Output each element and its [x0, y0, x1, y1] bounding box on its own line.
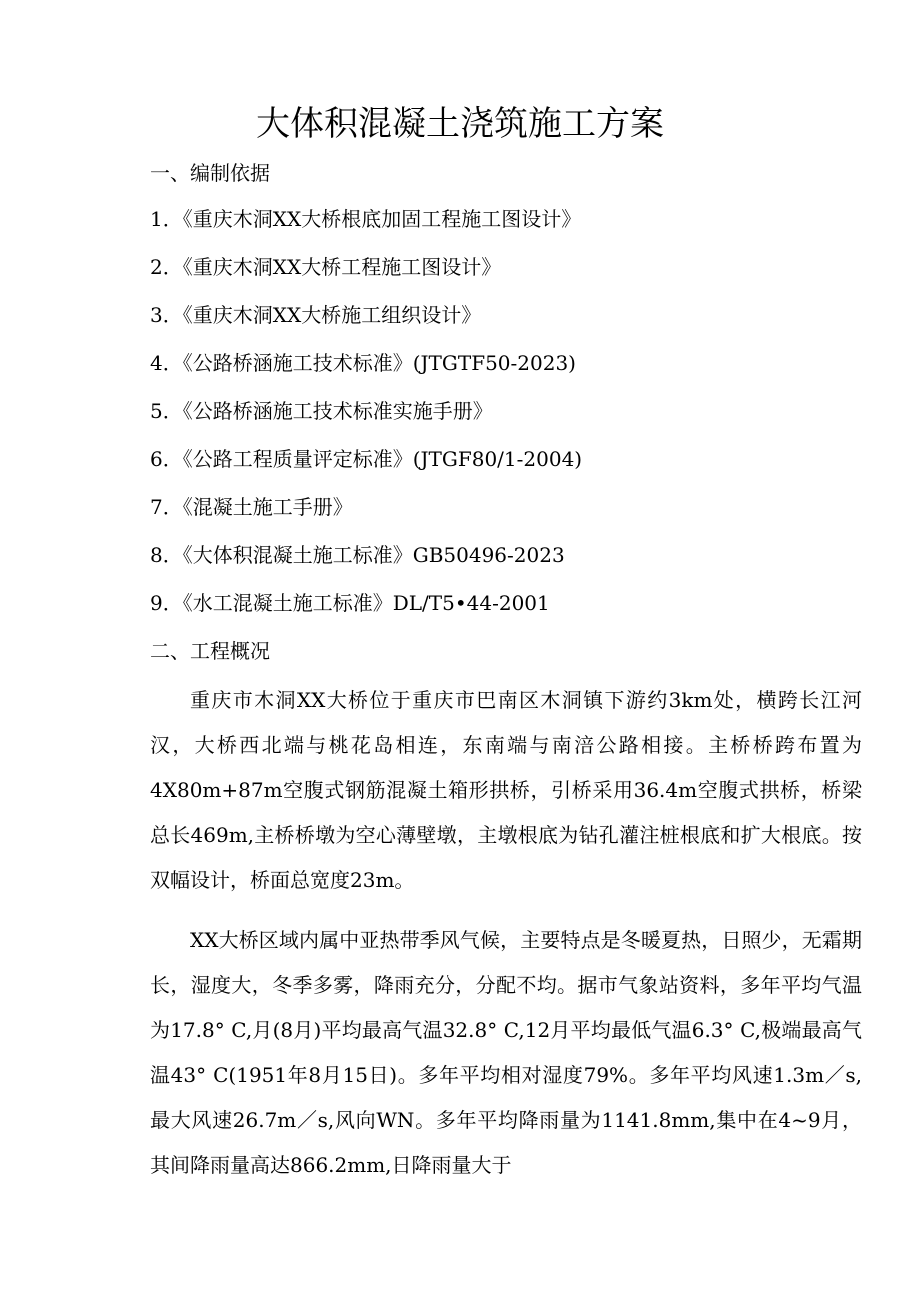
- reference-item-5: 5．《公路桥涵施工技术标准实施手册》: [150, 399, 493, 423]
- overview-paragraph-2: XX大桥区域内属中亚热带季风气候，主要特点是冬暖夏热，日照少，无霜期长，湿度大，冬季多雾，降雨充分，分配不均。据市气象站资料，多年平均气温为17.8° C,月(8月)平均最高气温32.8° C,12月平均最低气温6.3° C,极端最高气温43° C(1951年8月15日)。多年平均相对湿度79%。多年平均风速1.3m／s,最大风速26.7m／s,风向WN。多年平均降雨量为1141.8mm,集中在4~9月，其间降雨量高达866.2mm,日降雨量大于: [150, 928, 862, 1177]
- reference-item-2: 2．《重庆木洞XX大桥工程施工图设计》: [150, 255, 502, 279]
- reference-item-7: 7．《混凝土施工手册》: [150, 495, 353, 519]
- section-heading-overview: 二、工程概况: [150, 639, 270, 663]
- reference-item-3: 3．《重庆木洞XX大桥施工组织设计》: [150, 303, 482, 327]
- section-heading-basis: 一、编制依据: [150, 161, 270, 185]
- reference-item-1: 1．《重庆木洞XX大桥根底加固工程施工图设计》: [150, 207, 582, 231]
- reference-item-8: 8．《大体积混凝土施工标准》GB50496-2023: [150, 543, 565, 567]
- reference-item-6: 6．《公路工程质量评定标准》(JTGF80/1-2004): [150, 447, 583, 471]
- reference-item-4: 4．《公路桥涵施工技术标准》(JTGTF50-2023): [150, 351, 576, 375]
- document-title: 大体积混凝土浇筑施工方案: [256, 104, 664, 144]
- overview-paragraph-1: 重庆市木洞XX大桥位于重庆市巴南区木洞镇下游约3km处，横跨长江河汉，大桥西北端与桃花岛相连，东南端与南涪公路相接。主桥桥跨布置为4X80m+87m空腹式钢筋混凝土箱形拱桥，引桥采用36.4m空腹式拱桥，桥梁总长469m,主桥桥墩为空心薄壁墩，主墩根底为钻孔灌注桩根底和扩大根底。按双幅设计，桥面总宽度23m。: [150, 688, 862, 892]
- reference-item-9: 9．《水工混凝土施工标准》DL/T5•44-2001: [150, 591, 550, 615]
